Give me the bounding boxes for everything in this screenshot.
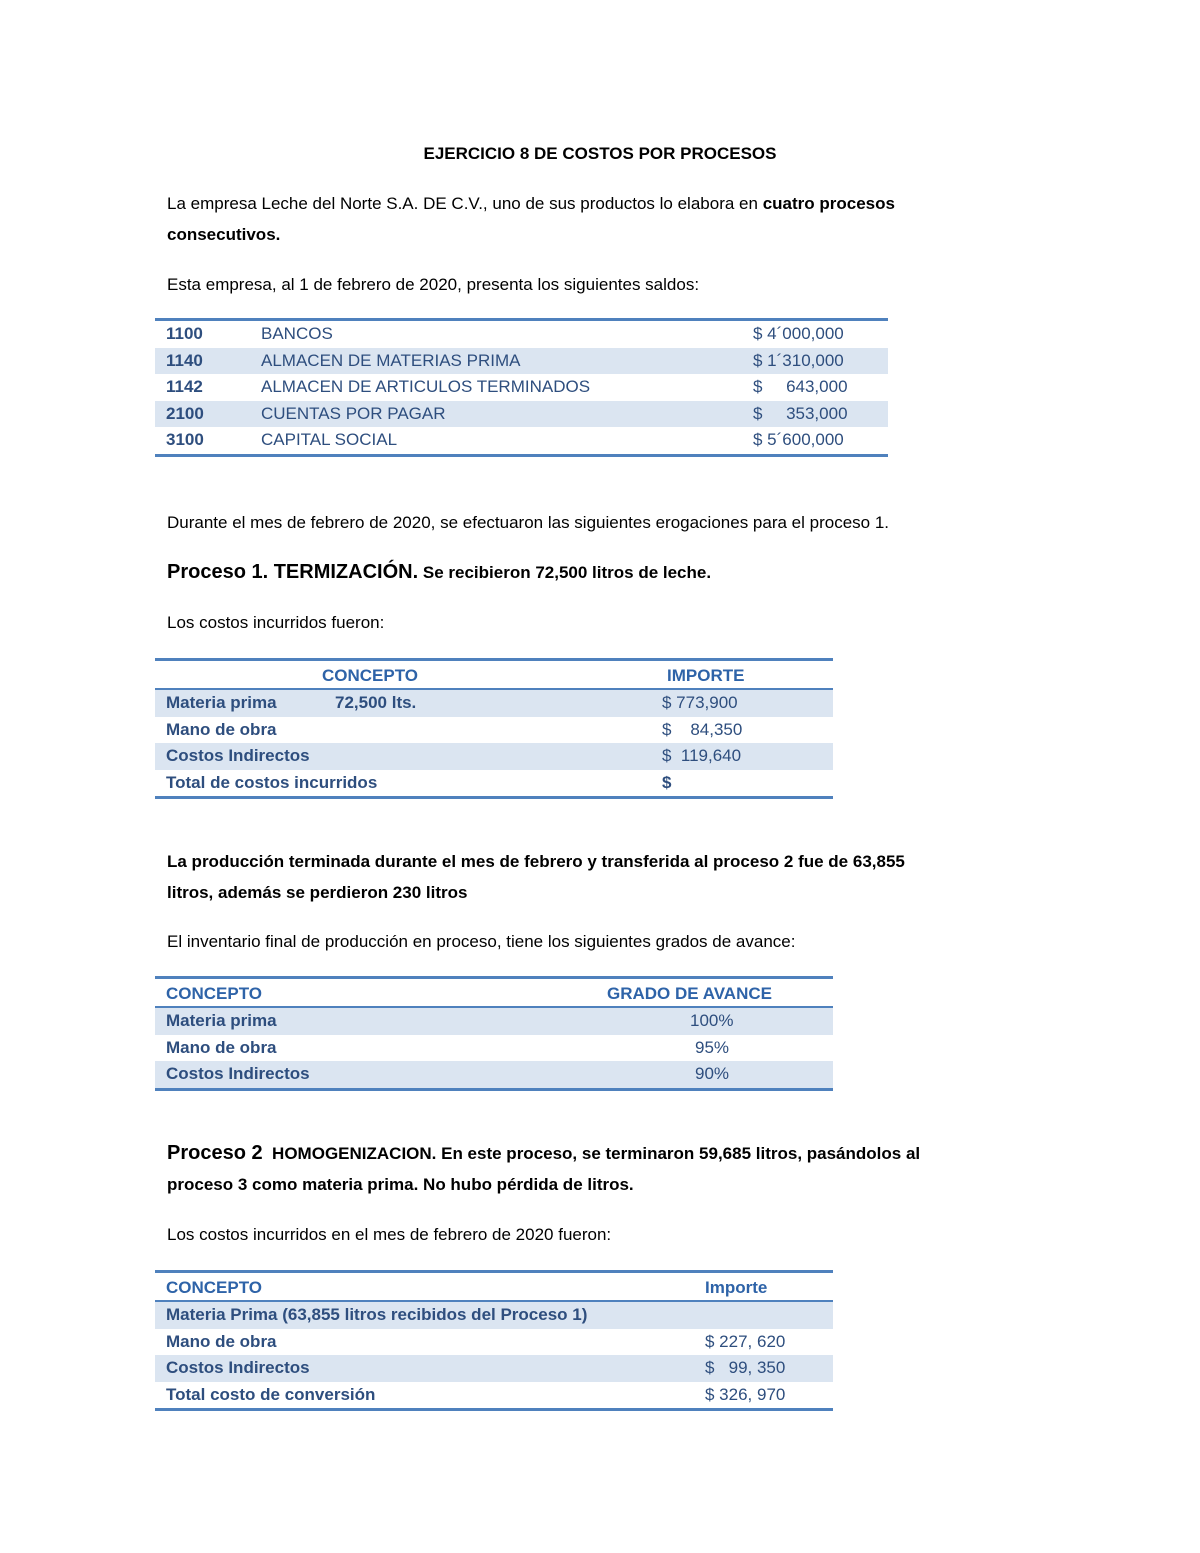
account-amount: $ 4´000,000 [753,324,844,343]
produccion-paragraph [167,846,905,908]
importe-cell: $ 773,900 [662,693,738,712]
account-name: ALMACEN DE ARTICULOS TERMINADOS [261,377,591,396]
account-name: BANCOS [261,324,333,343]
concepto-cell: Materia Prima (63,855 litros recibidos del Proceso 1) [166,1305,588,1324]
concepto-cell: Mano de obra [166,1331,277,1351]
importe-cell: $ 99, 350 [705,1358,786,1377]
proceso1-desc: Se recibieron 72,500 litros de leche. [418,563,712,582]
importe-cell: $ [662,772,672,792]
account-amount: $ 5´600,000 [753,430,844,449]
col-header-importe: Importe [705,1278,768,1297]
concepto-cell: Total costo de conversión [166,1384,376,1404]
account-code: 2100 [166,403,204,423]
intro-paragraph [167,188,895,250]
account-code: 1140 [166,350,203,370]
concepto-cell: Costos Indirectos [166,1358,310,1377]
table-header [155,979,833,1008]
grado-cell: 95% [695,1037,730,1057]
account-amount: $ 353,000 [753,403,848,423]
account-name: ALMACEN DE MATERIAS PRIMA [261,350,521,370]
importe-cell: $ 119,640 [662,746,742,765]
importe-cell: $ 227, 620 [705,1331,786,1351]
table-row [155,427,888,454]
proceso2-desc-2: proceso 3 como materia prima. No hubo pérdida de litros. [167,1175,634,1194]
proceso2-desc-1: HOMOGENIZACION. En este proceso, se terminaron 59,685 litros, pasándolos al [262,1144,921,1163]
inventario-intro: El inventario final de producción en proceso, tiene los siguientes grados de avance: [167,932,796,951]
intro-bold-2: consecutivos. [167,225,281,244]
table-row [155,321,888,348]
concepto-cell: Materia prima [166,1011,277,1030]
proceso1-heading [167,557,711,588]
saldos-intro: Esta empresa, al 1 de febrero de 2020, presenta los siguientes saldos: [167,275,700,294]
litros-cell: 72,500 lts. [335,693,417,712]
table-row [155,717,833,744]
table-header [155,1273,833,1302]
col-header-importe: IMPORTE [667,666,745,685]
table-row [155,401,888,428]
col-header-concepto: CONCEPTO [322,666,419,685]
col-header-concepto: CONCEPTO [166,1278,263,1297]
account-code: 1142 [166,377,203,396]
grado-cell: 90% [695,1064,730,1083]
proceso2-paragraph [167,1138,920,1200]
produccion-line-2: litros, además se perdieron 230 litros [167,883,468,902]
concepto-cell: Mano de obra [166,719,277,739]
concepto-cell: Materia prima [166,693,277,712]
account-name: CUENTAS POR PAGAR [261,403,446,423]
concepto-cell: Costos Indirectos [166,746,310,765]
table-row [155,1302,833,1329]
produccion-line-1: La producción terminada durante el mes de febrero y transferida al proceso 2 fue de 63,855 [167,852,905,871]
col-header-grado: GRADO DE AVANCE [607,984,772,1003]
concepto-cell: Costos Indirectos [166,1064,310,1083]
concepto-cell: Total de costos incurridos [166,772,378,792]
table-row [155,348,888,375]
concepto-cell: Mano de obra [166,1037,277,1057]
account-amount: $ 1´310,000 [753,350,844,370]
proceso1-title: Proceso 1. TERMIZACIÓN. [167,561,419,583]
erogaciones-text: Durante el mes de febrero de 2020, se efectuaron las siguientes erogaciones para el proceso 1. [167,513,890,532]
account-amount: $ 643,000 [753,377,848,396]
importe-cell: $ 326, 970 [705,1384,786,1404]
table-row [155,374,888,401]
table-row [155,743,833,770]
grado-cell: 100% [690,1011,734,1030]
table-row [155,770,833,797]
proceso2-costos-intro: Los costos incurridos en el mes de febrero de 2020 fueron: [167,1225,612,1244]
intro-bold: cuatro procesos [762,194,895,213]
col-header-concepto: CONCEPTO [166,984,263,1003]
proceso2-costs-table [155,1270,833,1411]
intro-text: La empresa Leche del Norte S.A. DE C.V., uno de sus productos lo elabora en [167,194,763,213]
account-code: 1100 [166,324,203,343]
table-header [155,661,833,690]
table-row [155,1329,833,1356]
table-row [155,1061,833,1088]
proceso2-title: Proceso 2 [167,1142,263,1164]
table-row [155,690,833,717]
document-title: EJERCICIO 8 DE COSTOS POR PROCESOS [423,144,777,163]
table-row [155,1008,833,1035]
table-row [155,1035,833,1062]
account-code: 3100 [166,430,204,449]
importe-cell: $ 84,350 [662,719,743,739]
table-row [155,1355,833,1382]
table-row [155,1382,833,1409]
proceso1-costos-intro: Los costos incurridos fueron: [167,613,385,632]
avance-table [155,976,833,1091]
saldos-table [155,318,888,457]
proceso1-costs-table [155,658,833,799]
account-name: CAPITAL SOCIAL [261,430,398,449]
